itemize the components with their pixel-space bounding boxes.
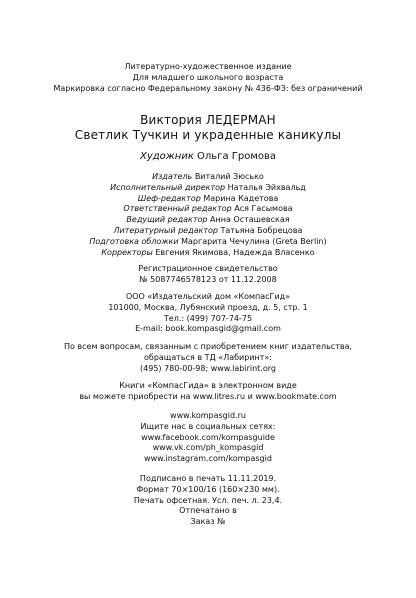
credit-line: Ответственный редактор Ася Гасымова <box>123 204 293 214</box>
registration-label: Регистрационное свидетельство <box>138 264 278 273</box>
credit-line: Издатель Виталий Зюсько <box>152 172 264 181</box>
publisher-email: E-mail: book.kompasgid@gmail.com <box>135 324 281 334</box>
purchase-contacts: (495) 780-00-98; www.labirint.org <box>140 363 276 373</box>
edition-info <box>0 62 416 94</box>
order-number: Заказ № <box>190 517 226 527</box>
age-rating: Маркировка согласно Федеральному закону № 436-ФЗ: без ограничений <box>53 83 363 93</box>
publisher-contacts <box>0 292 416 335</box>
book-title: Светлик Тучкин и украденные каникулы <box>74 128 342 142</box>
paper-format: Формат 70×100/16 (160×230 мм). <box>136 484 280 494</box>
vk-link: www.vk.com/ph_kompasgid <box>152 443 264 453</box>
credits-list <box>0 172 416 258</box>
ebook-stores: вы можете приобрести на www.litres.ru и www.bookmate.com <box>79 391 337 401</box>
web-links <box>0 411 416 465</box>
book-heading <box>0 113 416 143</box>
age-group: Для младшего школьного возраста <box>132 72 284 82</box>
website-link: www.kompasgid.ru <box>170 411 246 420</box>
credit-line: Шеф-редактор Марина Кадетова <box>137 193 279 203</box>
publisher-name: ООО «Издательский дом «КомпасГид» <box>125 292 291 301</box>
purchase-text: По всем вопросам, связанным с приобретением книг издательства, <box>63 342 353 351</box>
publisher-address: 101000, Москва, Лубянский проезд, д. 5, стр. 1 <box>108 302 308 312</box>
facebook-link: www.facebook.com/kompasguide <box>141 432 275 442</box>
social-intro: Ищите нас в социальных сетях: <box>140 421 276 431</box>
print-details <box>0 474 416 528</box>
illustrator-line <box>0 151 416 163</box>
purchase-store: обращаться в ТД «Лабиринт»: <box>143 352 272 362</box>
print-sheets: Печать офсетная. Усл. печ. л. 23,4. <box>133 495 283 505</box>
credit-line: Корректоры Евгения Якимова, Надежда Власенко <box>101 247 315 257</box>
illustrator-name: Ольга Громова <box>197 151 277 162</box>
credit-line: Исполнительный директор Наталья Эйхвальд <box>110 182 306 192</box>
registration-number: № 5087746578123 от 11.12.2008 <box>139 274 277 284</box>
illustrator-role: Художник <box>139 151 194 162</box>
publisher-phone: Тел.: (499) 707-74-75 <box>163 313 253 323</box>
credit-line: Литературный редактор Татьяна Бобрецова <box>113 225 303 235</box>
edition-type: Литературно-художественное издание <box>124 62 292 71</box>
instagram-link: www.instagram.com/kompasgid <box>144 454 272 464</box>
credit-line: Ведущий редактор Анна Осташевская <box>126 215 290 225</box>
printed-in: Отпечатано в <box>179 506 237 516</box>
registration-certificate <box>0 264 416 286</box>
purchase-info <box>0 342 416 374</box>
author-name: Виктория ЛЕДЕРМАН <box>140 113 276 127</box>
signed-date: Подписано в печать 11.11.2019. <box>139 474 277 483</box>
credit-line: Подготовка обложки Маргарита Чечулина (Greta Berlin) <box>89 236 327 246</box>
ebook-info <box>0 381 416 403</box>
ebook-text: Книги «КомпасГида» в электронном виде <box>119 381 297 390</box>
